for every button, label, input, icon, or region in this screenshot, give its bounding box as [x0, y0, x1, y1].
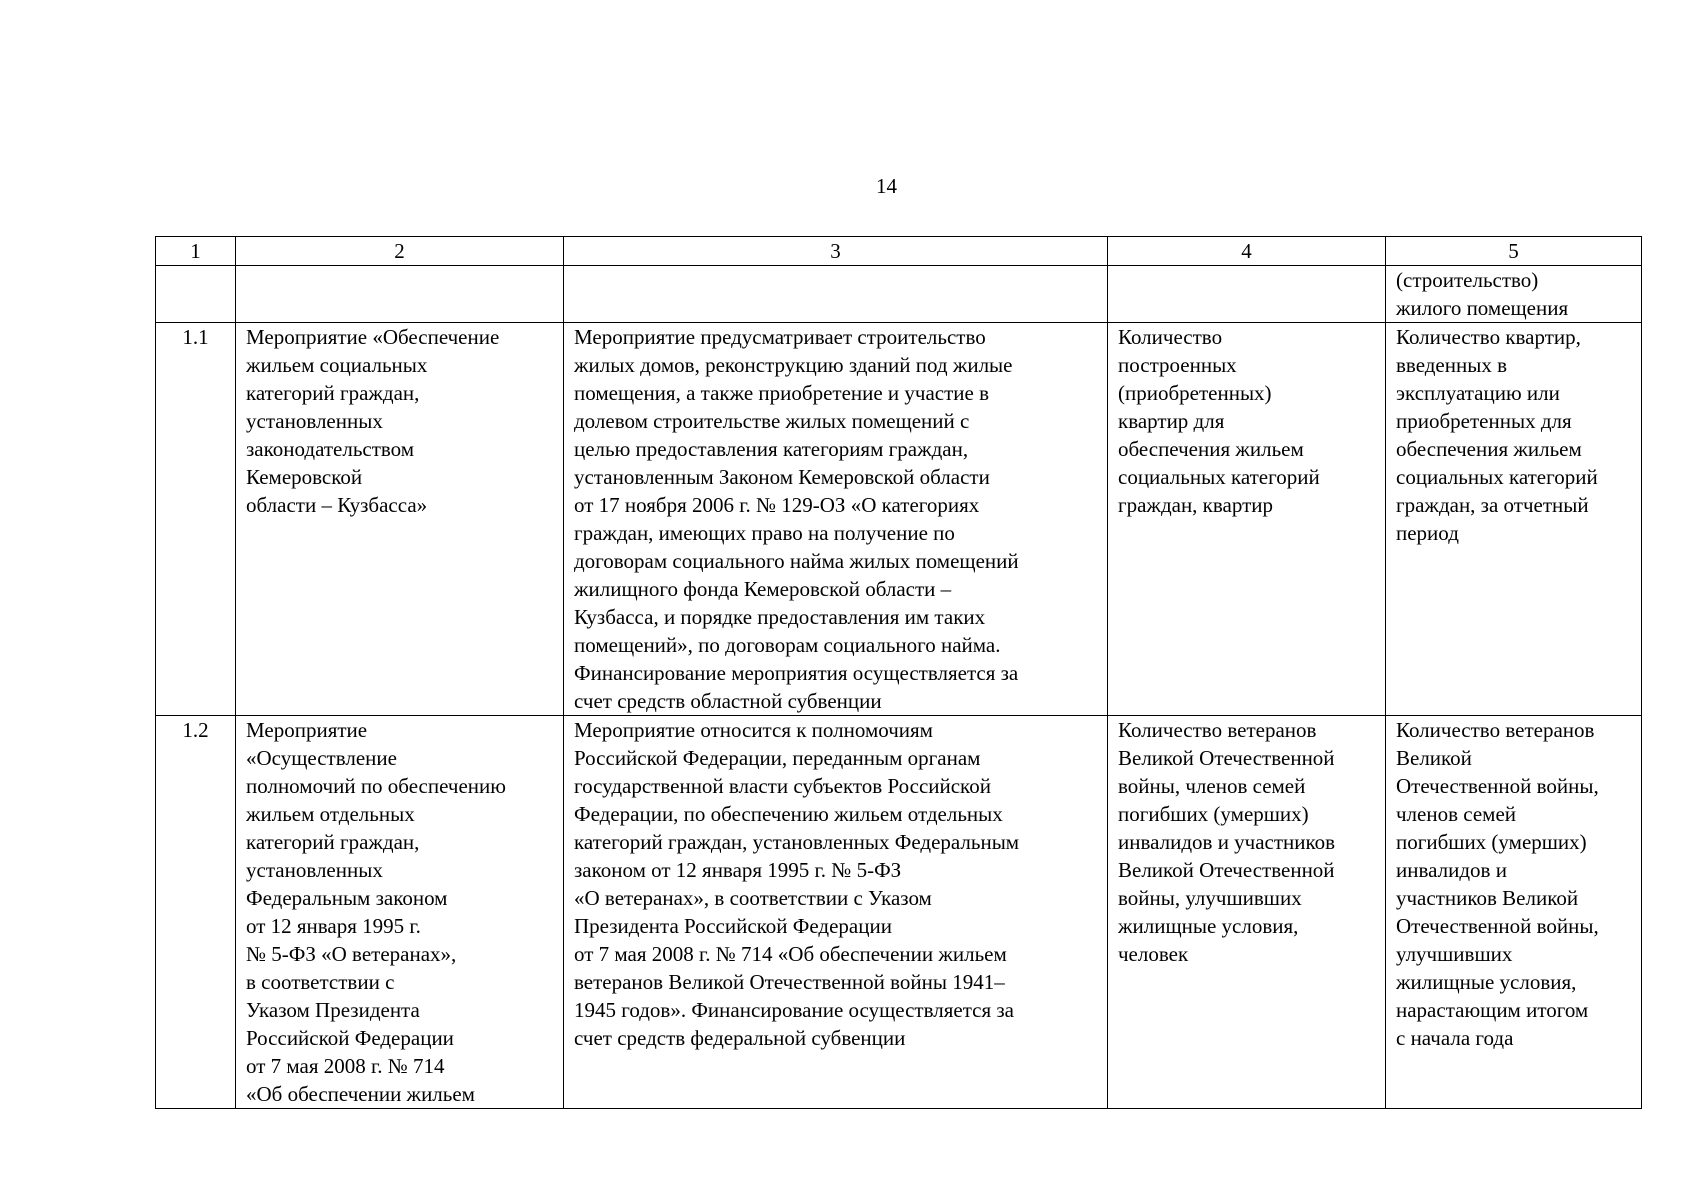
cell-text-line: «Об обеспечении жильем: [246, 1082, 475, 1106]
continuation-cell-1: [156, 266, 236, 323]
cell-text-line: Количество ветеранов: [1396, 718, 1595, 742]
continuation-row: [156, 266, 1642, 323]
indicator-name-cell: [1108, 323, 1386, 716]
table-row: [156, 323, 1642, 716]
cell-text-line: Отечественной войны,: [1396, 914, 1599, 938]
cell-text-line: жильем отдельных: [246, 802, 415, 826]
cell-text-line: участников Великой: [1396, 886, 1579, 910]
cell-text-line: граждан, за отчетный: [1396, 493, 1589, 517]
cell-text-line: членов семей: [1396, 802, 1517, 826]
table-row: [156, 716, 1642, 1109]
cell-text-line: Федеральным законом: [246, 886, 448, 910]
cell-text-line: эксплуатацию или: [1396, 381, 1560, 405]
cell-text-line: помещений», по договорам социального найма.: [574, 633, 1001, 657]
cell-text-line: Мероприятие относится к полномочиям: [574, 718, 933, 742]
program-table: [155, 236, 1642, 1109]
cell-text-line: Количество квартир,: [1396, 325, 1581, 349]
cell-text-line: законом от 12 января 1995 г. № 5-ФЗ: [574, 858, 902, 882]
column-number-1: 1: [156, 237, 236, 266]
cell-text-line: Финансирование мероприятия осуществляется за: [574, 661, 1019, 685]
cell-text-line: обеспечения жильем: [1396, 437, 1582, 461]
cell-text-line: от 7 мая 2008 г. № 714: [246, 1054, 445, 1078]
cell-text-line: граждан, имеющих право на получение по: [574, 521, 955, 545]
cell-text-line: Великой Отечественной: [1118, 858, 1335, 882]
column-number-row: [156, 237, 1642, 266]
cell-text-line: погибших (умерших): [1118, 802, 1309, 826]
cell-text-line: инвалидов и участников: [1118, 830, 1336, 854]
indicator-method-cell: [1386, 323, 1642, 716]
cell-text-line: (строительство): [1396, 268, 1539, 292]
cell-text-line: категорий граждан,: [246, 381, 420, 405]
cell-text-line: полномочий по обеспечению: [246, 774, 506, 798]
cell-text-line: Российской Федерации: [246, 1026, 454, 1050]
cell-text-line: Кемеровской: [246, 465, 363, 489]
cell-text-line: от 17 ноября 2006 г. № 129-ОЗ «О категориях: [574, 493, 980, 517]
cell-text-line: счет средств федеральной субвенции: [574, 1026, 906, 1050]
cell-text-line: установленных: [246, 409, 383, 433]
continuation-cell-5: [1386, 266, 1642, 323]
cell-text-line: долевом строительстве жилых помещений с: [574, 409, 970, 433]
cell-text-line: жилого помещения: [1396, 296, 1569, 320]
continuation-cell-3: [564, 266, 1108, 323]
cell-text-line: Количество: [1118, 325, 1223, 349]
cell-text-line: помещения, а также приобретение и участие в: [574, 381, 990, 405]
row-number: 1.2: [156, 716, 236, 1109]
column-number-3: 3: [564, 237, 1108, 266]
cell-text-line: Кузбасса, и порядке предоставления им таких: [574, 605, 986, 629]
page-number: 14: [876, 174, 897, 198]
cell-text-line: приобретенных для: [1396, 409, 1572, 433]
cell-text-line: обеспечения жильем: [1118, 437, 1304, 461]
cell-text-line: № 5-ФЗ «О ветеранах»,: [246, 942, 457, 966]
activity-description-cell: [564, 716, 1108, 1109]
cell-text-line: введенных в: [1396, 353, 1508, 377]
column-number-5: 5: [1386, 237, 1642, 266]
cell-text-line: от 12 января 1995 г.: [246, 914, 421, 938]
column-number-4: 4: [1108, 237, 1386, 266]
cell-text-line: инвалидов и: [1396, 858, 1507, 882]
cell-text-line: Российской Федерации, переданным органам: [574, 746, 981, 770]
cell-text-line: (приобретенных): [1118, 381, 1272, 405]
cell-text-line: Количество ветеранов: [1118, 718, 1317, 742]
cell-text-line: погибших (умерших): [1396, 830, 1587, 854]
cell-text-line: «Осуществление: [246, 746, 397, 770]
cell-text-line: категорий граждан,: [246, 830, 420, 854]
cell-text-line: квартир для: [1118, 409, 1225, 433]
cell-text-line: Великой: [1396, 746, 1472, 770]
cell-text-line: граждан, квартир: [1118, 493, 1273, 517]
cell-text-line: период: [1396, 521, 1459, 545]
cell-text-line: договорам социального найма жилых помещений: [574, 549, 1019, 573]
cell-text-line: нарастающим итогом: [1396, 998, 1589, 1022]
cell-text-line: жильем социальных: [246, 353, 428, 377]
column-number-2: 2: [236, 237, 564, 266]
cell-text-line: области – Кузбасса»: [246, 493, 428, 517]
cell-text-line: ветеранов Великой Отечественной войны 1941–: [574, 970, 1005, 994]
cell-text-line: Великой Отечественной: [1118, 746, 1335, 770]
cell-text-line: войны, членов семей: [1118, 774, 1306, 798]
cell-text-line: Мероприятие: [246, 718, 368, 742]
activity-description-cell: [564, 323, 1108, 716]
cell-text-line: жилых домов, реконструкцию зданий под жилые: [574, 353, 1013, 377]
cell-text-line: жилищные условия,: [1396, 970, 1577, 994]
cell-text-line: улучшивших: [1396, 942, 1513, 966]
cell-text-line: счет средств областной субвенции: [574, 689, 882, 713]
cell-text-line: Федерации, по обеспечению жильем отдельных: [574, 802, 1003, 826]
cell-text-line: в соответствии с: [246, 970, 395, 994]
cell-text-line: установленным Законом Кемеровской области: [574, 465, 990, 489]
cell-text-line: человек: [1118, 942, 1189, 966]
cell-text-line: Мероприятие «Обеспечение: [246, 325, 500, 349]
cell-text-line: законодательством: [246, 437, 415, 461]
cell-text-line: Отечественной войны,: [1396, 774, 1599, 798]
row-number: 1.1: [156, 323, 236, 716]
continuation-cell-2: [236, 266, 564, 323]
cell-text-line: 1945 годов». Финансирование осуществляется за: [574, 998, 1014, 1022]
cell-text-line: войны, улучшивших: [1118, 886, 1302, 910]
cell-text-line: жилищные условия,: [1118, 914, 1299, 938]
cell-text-line: социальных категорий: [1396, 465, 1598, 489]
activity-name-cell: [236, 716, 564, 1109]
cell-text-line: целью предоставления категориям граждан,: [574, 437, 969, 461]
indicator-method-cell: [1386, 716, 1642, 1109]
cell-text-line: с начала года: [1396, 1026, 1514, 1050]
cell-text-line: категорий граждан, установленных Федеральным: [574, 830, 1020, 854]
cell-text-line: государственной власти субъектов Российской: [574, 774, 991, 798]
cell-text-line: «О ветеранах», в соответствии с Указом: [574, 886, 932, 910]
cell-text-line: жилищного фонда Кемеровской области –: [574, 577, 952, 601]
activity-name-cell: [236, 323, 564, 716]
cell-text-line: Президента Российской Федерации: [574, 914, 892, 938]
cell-text-line: от 7 мая 2008 г. № 714 «Об обеспечении жильем: [574, 942, 1007, 966]
cell-text-line: установленных: [246, 858, 383, 882]
cell-text-line: Мероприятие предусматривает строительство: [574, 325, 986, 349]
cell-text-line: построенных: [1118, 353, 1237, 377]
cell-text-line: Указом Президента: [246, 998, 420, 1022]
cell-text-line: социальных категорий: [1118, 465, 1320, 489]
indicator-name-cell: [1108, 716, 1386, 1109]
continuation-cell-4: [1108, 266, 1386, 323]
